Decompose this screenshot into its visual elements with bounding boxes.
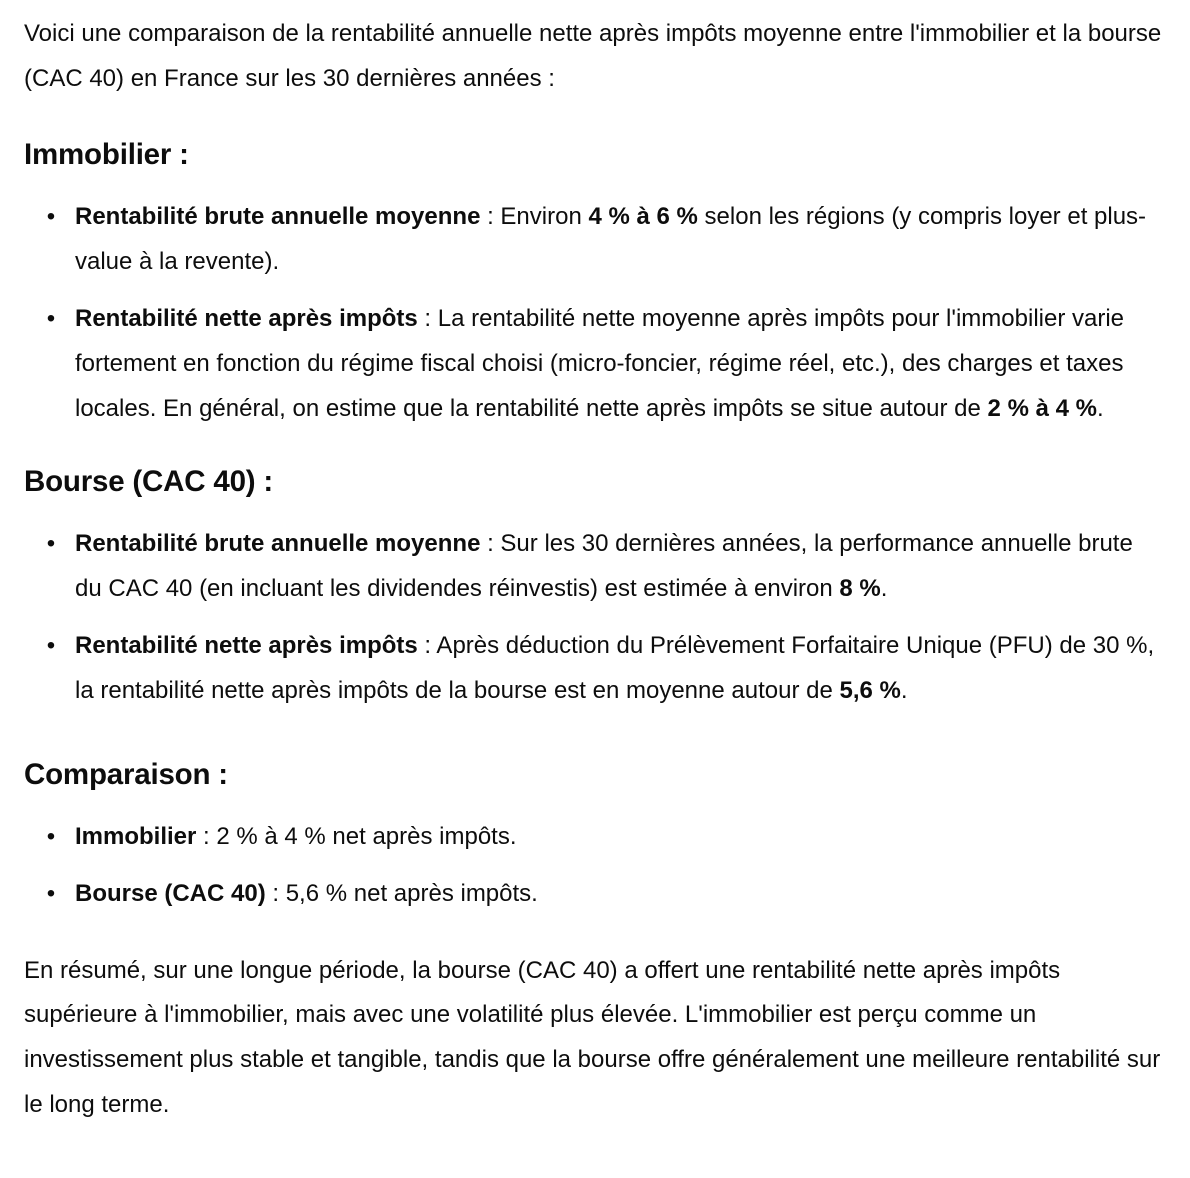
item-text: : 5,6 % net après impôts. bbox=[265, 879, 538, 907]
item-text-after: . bbox=[880, 575, 888, 603]
bullet-icon: • bbox=[46, 879, 56, 907]
item-text: : Environ bbox=[480, 203, 589, 231]
list-item bbox=[46, 872, 1166, 917]
item-text-after: . bbox=[900, 677, 908, 705]
summary-paragraph: En résumé, sur une longue période, la bourse (CAC 40) a offert une rentabilité nette après impôts supérieure à l'immobilier, mais avec une volatilité plus élevée. L'immobilier est perçu comme un investissement plus stable et tangible, tandis que la bourse offre généralement une meilleure rentabilité sur le long terme. bbox=[24, 956, 1161, 1118]
list-item bbox=[46, 815, 1166, 860]
bullet-icon: • bbox=[46, 822, 56, 850]
item-text: : 2 % à 4 % net après impôts. bbox=[196, 822, 517, 850]
item-text: : Après déduction du Prélèvement Forfaitaire Unique (PFU) de 30 %, la rentabilité nette après impôts de la bourse est en moyenne autour de bbox=[75, 632, 1155, 705]
item-label: Rentabilité nette après impôts bbox=[75, 305, 418, 333]
list-item bbox=[46, 195, 1166, 284]
item-label: Rentabilité nette après impôts bbox=[75, 632, 418, 660]
item-label: Immobilier bbox=[75, 822, 197, 850]
item-value: 8 % bbox=[839, 575, 881, 603]
list-item bbox=[46, 522, 1166, 611]
item-text-after: . bbox=[1096, 394, 1104, 422]
item-value: 5,6 % bbox=[839, 677, 901, 705]
item-text: : La rentabilité nette moyenne après impôts pour l'immobilier varie fortement en fonction du régime fiscal choisi (micro-foncier, régime réel, etc.), des charges et taxes locales. En général, on estime que la rentabilité nette après impôts se situe autour de bbox=[75, 305, 1125, 422]
bullet-icon: • bbox=[46, 305, 56, 333]
bullet-icon: • bbox=[46, 530, 56, 558]
item-label: Rentabilité brute annuelle moyenne bbox=[75, 530, 481, 558]
list-comparaison bbox=[24, 815, 1166, 917]
section-heading-comparaison: Comparaison : bbox=[24, 757, 228, 791]
item-label: Bourse (CAC 40) bbox=[75, 879, 266, 907]
bullet-icon: • bbox=[46, 203, 56, 231]
list-item bbox=[46, 297, 1166, 431]
list-item bbox=[46, 624, 1166, 713]
item-text: : Sur les 30 dernières années, la performance annuelle brute du CAC 40 (en incluant les dividendes réinvestis) est estimée à environ bbox=[75, 530, 1133, 603]
section-heading-immobilier: Immobilier : bbox=[24, 138, 189, 172]
bullet-icon: • bbox=[46, 632, 56, 660]
list-immobilier bbox=[24, 195, 1166, 431]
item-value: 2 % à 4 % bbox=[987, 394, 1097, 422]
intro-paragraph: Voici une comparaison de la rentabilité annuelle nette après impôts moyenne entre l'immobilier et la bourse (CAC 40) en France sur les 30 dernières années : bbox=[24, 20, 1162, 92]
section-heading-bourse: Bourse (CAC 40) : bbox=[24, 465, 274, 499]
item-value: 4 % à 6 % bbox=[588, 203, 698, 231]
list-bourse bbox=[24, 522, 1166, 713]
item-label: Rentabilité brute annuelle moyenne bbox=[75, 203, 481, 231]
item-text-after: selon les régions (y compris loyer et plus-value à la revente). bbox=[75, 203, 1147, 276]
